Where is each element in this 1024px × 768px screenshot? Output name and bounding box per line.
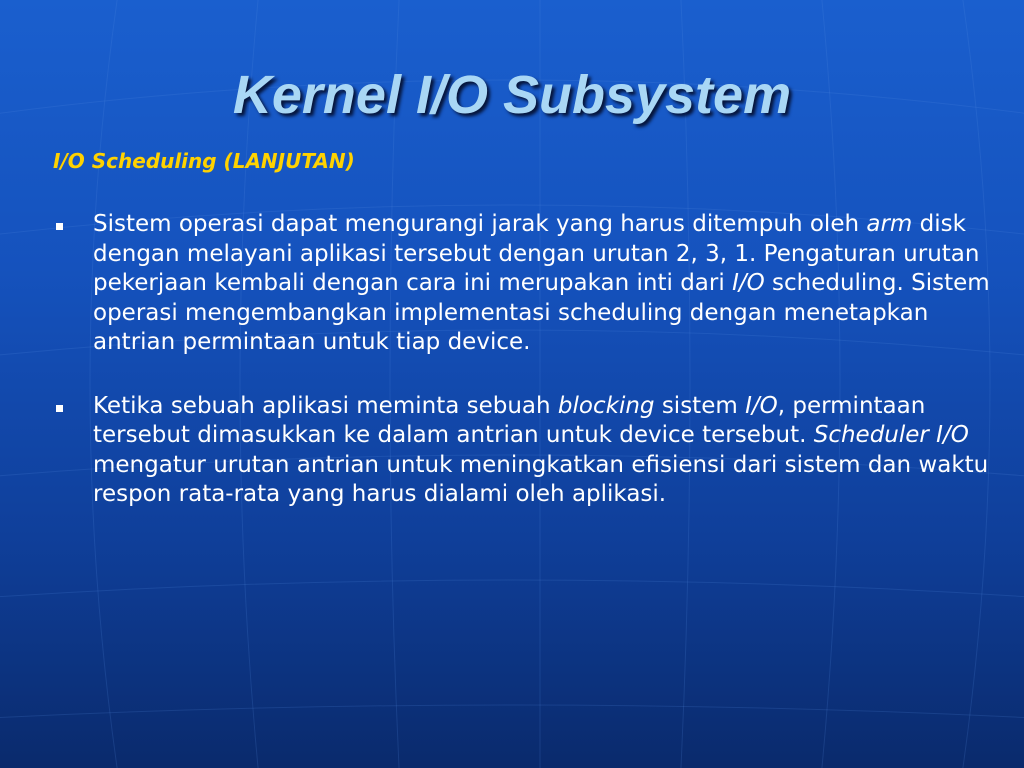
bullet-text [93, 210, 996, 358]
bullet-item [56, 392, 996, 510]
text-segment: Sistem operasi dapat mengurangi jarak yang harus ditempuh oleh [93, 211, 867, 237]
text-segment: disk dengan melayani aplikasi tersebut dengan urutan 2, 3, 1. Pengaturan urutan pekerjaan kembali dengan cara ini merupakan inti dari [93, 211, 980, 296]
italic-term: Scheduler I/O [813, 422, 969, 448]
bullet-list [56, 210, 996, 544]
text-segment: , permintaan tersebut dimasukkan ke dalam antrian untuk device tersebut. [93, 392, 926, 448]
square-bullet-icon [56, 405, 63, 412]
italic-term: blocking [557, 392, 655, 419]
bullet-text [93, 392, 996, 510]
text-segment: scheduling. Sistem operasi mengembangkan implementasi scheduling dengan menetapkan antrian permintaan untuk tiap device. [93, 270, 990, 355]
italic-term: arm [866, 211, 913, 237]
italic-term: I/O [745, 392, 778, 419]
square-bullet-icon [56, 223, 63, 230]
text-segment: Ketika sebuah aplikasi meminta sebuah [93, 392, 558, 419]
text-segment: sistem [654, 392, 746, 419]
text-segment: mengatur urutan antrian untuk meningkatkan efisiensi dari sistem dan waktu respon rata-rata yang harus dialami oleh aplikasi. [93, 451, 989, 507]
italic-term: I/O [732, 270, 765, 296]
slide-title: Kernel I/O Subsystem [232, 65, 792, 125]
slide-subtitle: I/O Scheduling (LANJUTAN) [53, 149, 355, 173]
bullet-item [56, 210, 996, 358]
